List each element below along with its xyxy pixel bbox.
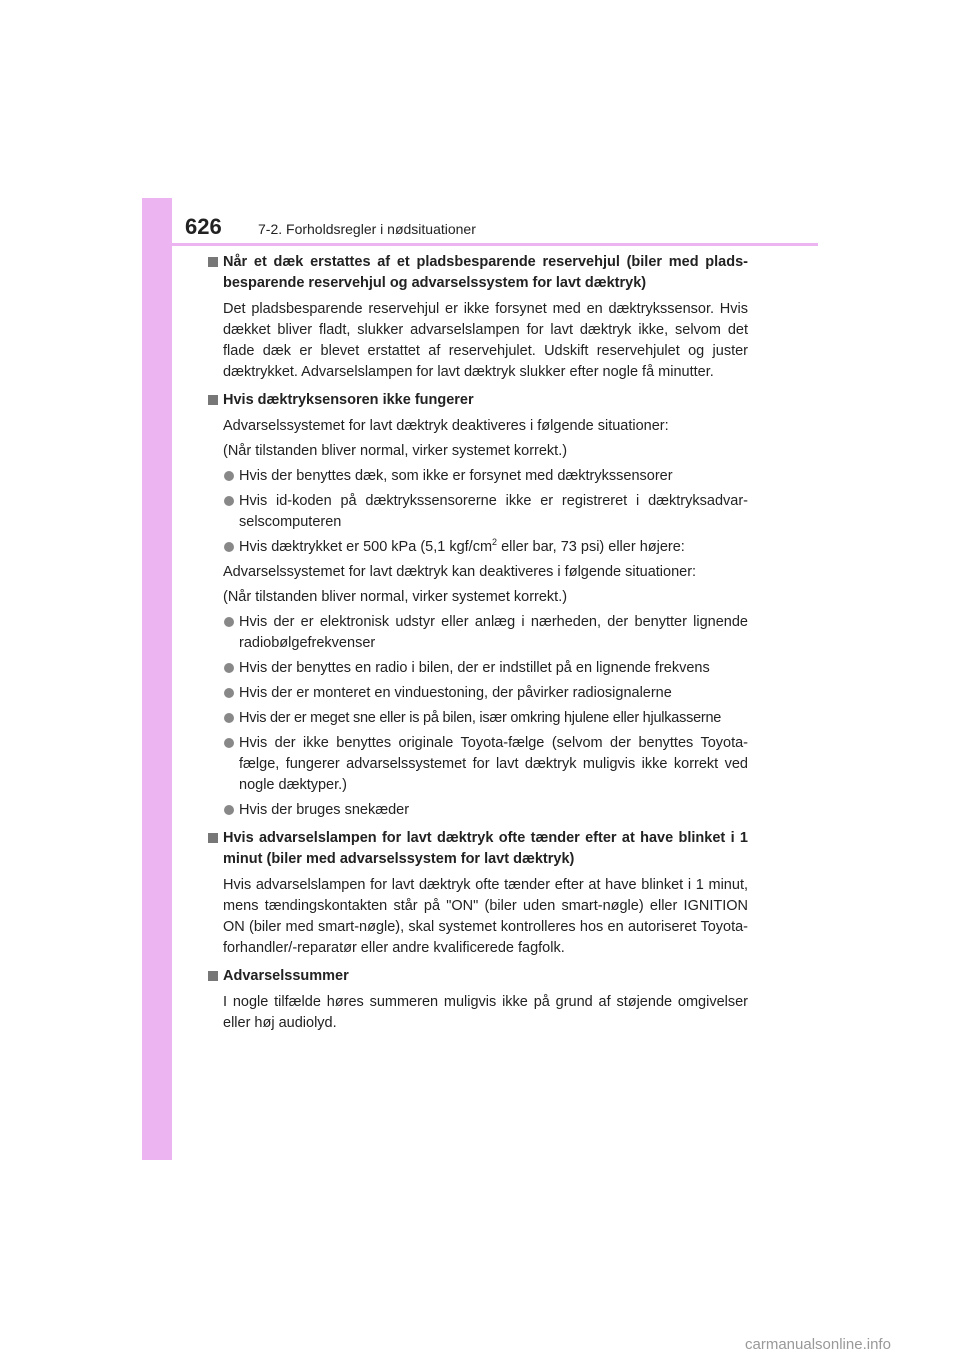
- square-bullet-icon: [208, 833, 218, 843]
- list-item-text: Hvis der er elektronisk udstyr eller anlæg i nærheden, der benytter lignende radiobølgefrekvenser: [239, 614, 748, 651]
- circle-bullet-icon: [224, 688, 234, 698]
- list-item: [208, 491, 748, 533]
- list-item-text: Hvis der er monteret en vinduestoning, der påvirker radiosignalerne: [239, 685, 672, 701]
- heading-text: Hvis dæktryksensoren ikke fungerer: [223, 392, 474, 408]
- list-item-text: eller bar, 73 psi) eller højere:: [497, 539, 685, 555]
- heading-text: Hvis advarselslampen for lavt dæktryk ofte tænder efter at have blinket i 1 minut (biler med advarselssystem for lavt dæktryk): [223, 830, 748, 867]
- paragraph: (Når tilstanden bliver normal, virker systemet korrekt.): [223, 589, 568, 605]
- list-item-text: Hvis dæktrykket er 500 kPa (5,1 kgf/cm: [239, 539, 493, 555]
- circle-bullet-icon: [224, 471, 234, 481]
- section-heading: [208, 390, 748, 411]
- list-item: [208, 466, 748, 487]
- circle-bullet-icon: [224, 738, 234, 748]
- list-item-text: Hvis der ikke benyttes originale Toyota-fælge (selvom der benyttes Toyota-fælge, fungerer advarselssystemet for lavt dæktryk muligvis ikke korrekt ved nogle dæktyper.): [239, 735, 748, 793]
- list-item: [208, 612, 748, 654]
- list-item: [208, 658, 748, 679]
- list-item-text: Hvis der bruges snekæder: [239, 802, 410, 818]
- list-item-text: Hvis der benyttes dæk, som ikke er forsynet med dæktrykssensorer: [239, 468, 673, 484]
- list-item: [208, 800, 748, 821]
- list-item: [208, 708, 748, 729]
- list-item: [208, 537, 748, 558]
- list-item: [208, 683, 748, 704]
- paragraph: Hvis advarselslampen for lavt dæktryk ofte tænder efter at have blinket i 1 minut, mens tændingskontakten står på "ON" (biler uden smart-nøgle) eller IGNITION ON (biler med smart-nøgle), skal systemet kontrolleres hos en autoriseret Toyota-forhandler/-reparatør eller andre kvalificerede fagfolk.: [223, 877, 748, 956]
- page-content: [208, 252, 748, 1038]
- paragraph: Advarselssystemet for lavt dæktryk deaktiveres i følgende situationer:: [223, 418, 669, 434]
- square-bullet-icon: [208, 257, 218, 267]
- heading-text: Advarselssummer: [223, 968, 349, 984]
- circle-bullet-icon: [224, 805, 234, 815]
- circle-bullet-icon: [224, 542, 234, 552]
- list-item-text: Hvis der benyttes en radio i bilen, der er indstillet på en lignende frekvens: [239, 660, 710, 676]
- header-divider: [172, 243, 818, 246]
- paragraph: I nogle tilfælde høres summeren muligvis ikke på grund af støjende omgivelser eller høj audiolyd.: [223, 994, 748, 1031]
- circle-bullet-icon: [224, 713, 234, 723]
- watermark: carmanualsonline.info: [745, 1336, 891, 1353]
- circle-bullet-icon: [224, 617, 234, 627]
- superscript: 2: [492, 537, 498, 548]
- page-number: 626: [185, 214, 222, 239]
- circle-bullet-icon: [224, 663, 234, 673]
- section-heading: [208, 828, 748, 870]
- square-bullet-icon: [208, 971, 218, 981]
- square-bullet-icon: [208, 395, 218, 405]
- paragraph: Advarselssystemet for lavt dæktryk kan deaktiveres i følgende situationer:: [223, 564, 697, 580]
- list-item-text: Hvis der er meget sne eller is på bilen, især omkring hjulene eller hjulkasserne: [239, 710, 722, 726]
- section-heading: [208, 252, 748, 294]
- side-tab: [142, 198, 172, 1160]
- section-heading: [208, 966, 748, 987]
- circle-bullet-icon: [224, 496, 234, 506]
- heading-text: Når et dæk erstattes af et pladsbesparende reservehjul (biler med plads-besparende reservehjul og advarselssystem for lavt dæktryk): [223, 254, 748, 291]
- list-item: [208, 733, 748, 796]
- paragraph: (Når tilstanden bliver normal, virker systemet korrekt.): [223, 443, 568, 459]
- section-title: 7-2. Forholdsregler i nødsituationer: [258, 221, 476, 237]
- list-item-text: Hvis id-koden på dæktrykssensorerne ikke er registreret i dæktryksadvar-selscomputeren: [239, 493, 748, 530]
- paragraph: Det pladsbesparende reservehjul er ikke forsynet med en dæktrykssensor. Hvis dækket bliver fladt, slukker advarselslampen for lavt dæktryk ikke, selvom det flade dæk er blevet erstattet af reservehjulet. Udskift reservehjulet og juster dæktrykket. Advarselslampen for lavt dæktryk slukker efter nogle få minutter.: [223, 301, 748, 380]
